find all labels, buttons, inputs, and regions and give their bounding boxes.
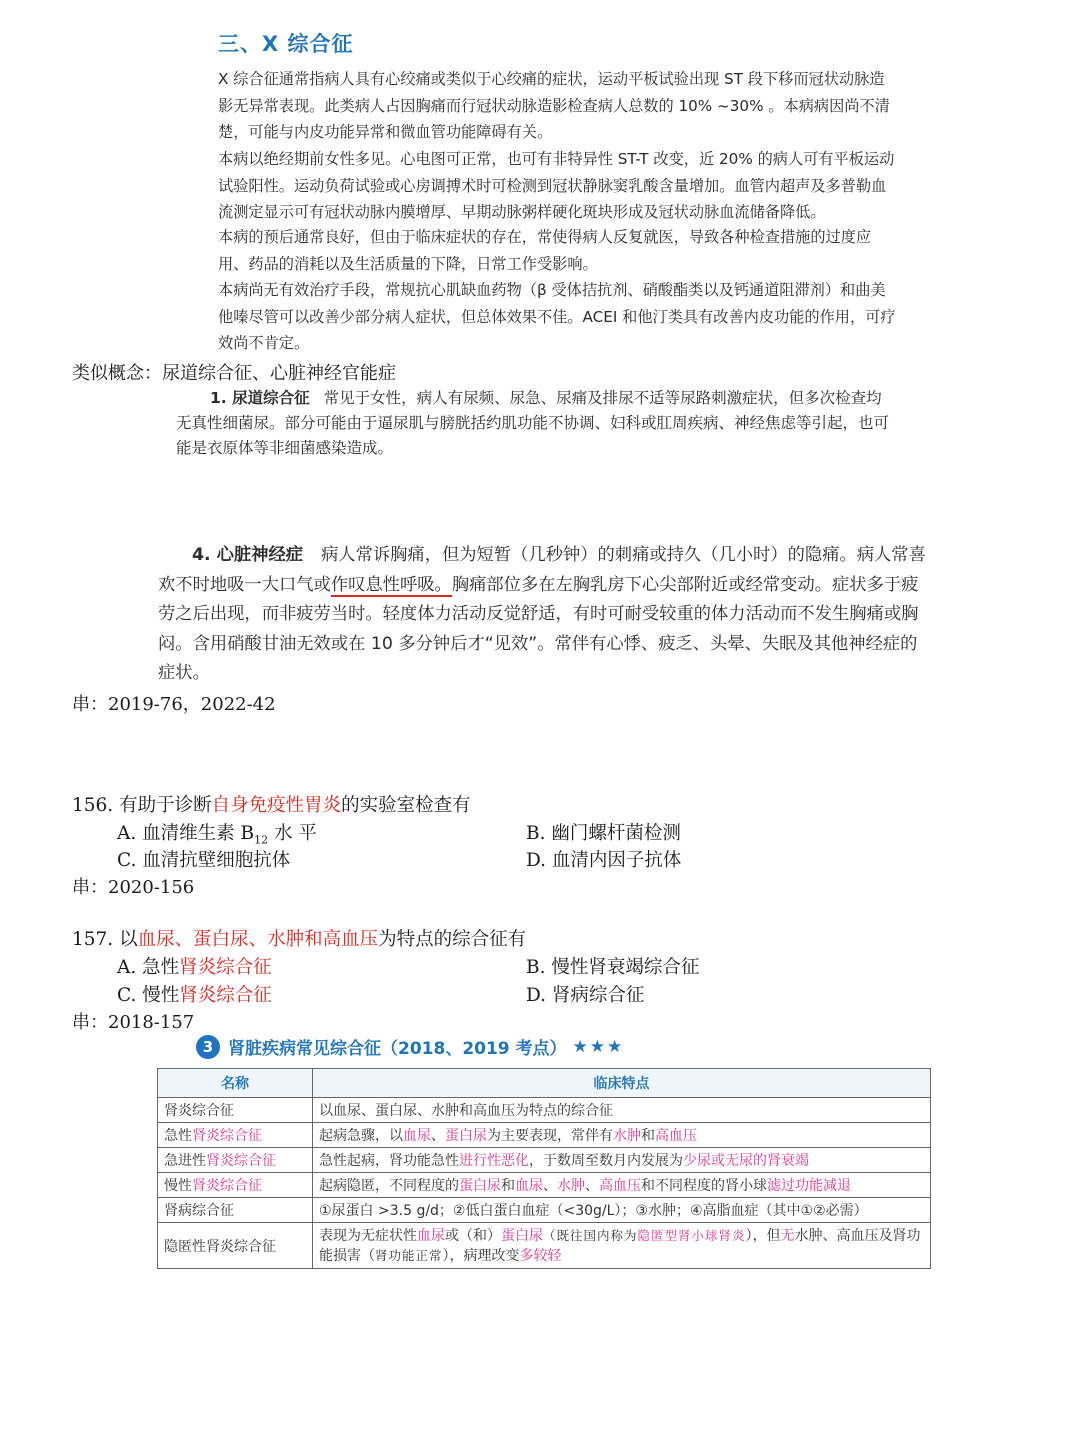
q156-option-a-pre: A. 血清维生素 B: [117, 823, 255, 844]
q156-reference: 串：2020-156: [72, 877, 195, 898]
q156-option-a-sub: 12: [254, 833, 269, 847]
seg: 无: [780, 1227, 795, 1244]
q156-suffix: 的实验室检查有: [341, 795, 471, 816]
x-syndrome-paragraph-2: [186, 146, 896, 226]
x-syndrome-paragraph-4: [186, 277, 896, 357]
q157-option-c-red: 肾炎综合征: [179, 985, 272, 1006]
section-title-x-syndrome: 三、X 综合征: [218, 32, 354, 56]
paragraph-text: 本病尚无有效治疗手段，常规抗心肌缺血药物（β 受体拮抗剂、硝酸酯类以及钙通道阻滞剂）和曲美他嗪尽管可以改善少部分病人症状，但总体效果不佳。ACEI 和他汀类具有改善内皮功能的作用，可疗效尚不肯定。: [218, 281, 896, 352]
seg: 蛋白尿: [459, 1178, 501, 1194]
row-name: 肾病综合征: [158, 1198, 313, 1223]
q157-prefix: 157. 以: [72, 929, 138, 950]
seg: 蛋白尿: [445, 1128, 487, 1144]
paragraph-text: 本病以绝经期前女性多见。心电图可正常，也可有非特异性 ST-T 改变，近 20% 的病人可有平板运动试验阳性。运动负荷试验或心房调搏术时可检测到冠状静脉窦乳酸含量增加。血管内超声及多普勒血流测定显示可有冠状动脉内膜增厚、早期动脉粥样硬化斑块形成及冠状动脉血流储备降低。: [218, 150, 895, 221]
row-name-highlight: 肾炎综合征: [192, 1178, 262, 1194]
x-syndrome-paragraph-3: [186, 224, 896, 277]
seg: 高血压: [599, 1178, 641, 1194]
q157-option-d[interactable]: D. 肾病综合征: [526, 985, 645, 1006]
seg: 急性起病，肾功能急性: [319, 1153, 459, 1169]
header-name: 名称: [158, 1069, 313, 1098]
row-name: [158, 1148, 313, 1173]
cardiac-neurosis-text-after: 胸痛部位多在左胸乳房下心尖部附近或经常变动。症状多于疲劳之后出现，而非疲劳当时。轻度体力活动反觉舒适，有时可耐受较重的体力活动而不发生胸痛或胸闷。含用硝酸甘油无效或在 10 多分钟后才“见效”。常伴有心悸、疲乏、头晕、失眠及其他神经症的症状。: [158, 574, 919, 683]
star-rating-icon: ★★★: [572, 1036, 625, 1057]
seg: 起病隐匿，不同程度的: [319, 1178, 459, 1194]
question-157-stem: [72, 925, 526, 951]
q157-highlight: 血尿、蛋白尿、水肿和高血压: [137, 929, 379, 950]
seg: ，于数周至数月内发展为: [529, 1153, 683, 1169]
table-row: [158, 1098, 931, 1123]
seg: ），病理改变: [442, 1247, 520, 1264]
seg: 高血压: [655, 1128, 697, 1144]
table-header-row: [158, 1069, 931, 1098]
seg: 、: [431, 1128, 445, 1144]
q157-option-c-pre: C. 慢性: [117, 985, 180, 1006]
reference-line-1: 串：2019-76，2022-42: [72, 694, 276, 715]
seg: 血尿: [403, 1128, 431, 1144]
seg: 和: [501, 1178, 515, 1194]
seg: 肾功能正常: [375, 1247, 443, 1263]
q157-reference: 串：2018-157: [72, 1012, 195, 1033]
q156-option-d[interactable]: D. 血清内因子抗体: [526, 850, 682, 871]
q156-option-c[interactable]: C. 血清抗壁细胞抗体: [117, 850, 291, 871]
cardiac-neurosis-underlined: 作叹息性呼吸。: [330, 574, 452, 595]
row-name: [158, 1173, 313, 1198]
row-name-pre: 急进性: [164, 1153, 206, 1169]
row-name-pre: 急性: [164, 1128, 192, 1144]
seg: 水肿: [613, 1128, 641, 1144]
urethral-syndrome-block: [176, 386, 896, 461]
seg: 蛋白尿: [501, 1227, 543, 1244]
seg: 进行性恶化: [459, 1153, 529, 1169]
kidney-table-title: 肾脏疾病常见综合征（2018、2019 考点）: [228, 1039, 567, 1059]
row-name-highlight: 肾炎综合征: [192, 1128, 262, 1144]
q156-option-a[interactable]: [117, 819, 317, 847]
seg: ），但: [745, 1227, 781, 1244]
table-row: [158, 1223, 931, 1269]
seg: 、: [585, 1178, 599, 1194]
seg: 少尿或无尿的肾衰竭: [683, 1153, 809, 1169]
row-features: ①尿蛋白 >3.5 g/d；②低白蛋白血症（<30g/L）；③水肿；④高脂血症（其中①②必需）: [313, 1198, 931, 1223]
q157-suffix: 为特点的综合征有: [378, 929, 527, 950]
paragraph-text: 本病的预后通常良好，但由于临床症状的存在，常使得病人反复就医，导致各种检查措施的过度应用、药品的消耗以及生活质量的下降，日常工作受影响。: [218, 228, 872, 273]
seg: 或（和）: [445, 1227, 501, 1244]
q157-option-a-red: 肾炎综合征: [179, 957, 272, 978]
table-row: [158, 1148, 931, 1173]
q157-option-b[interactable]: B. 慢性肾衰竭综合征: [526, 957, 700, 978]
urethral-syndrome-term: 1. 尿道综合征: [210, 389, 310, 407]
seg: 水肿、高血压及肾功能损害（: [319, 1227, 921, 1264]
q157-option-c[interactable]: [117, 981, 272, 1007]
row-features: [313, 1148, 931, 1173]
row-name: 隐匿性肾炎综合征: [158, 1223, 313, 1269]
seg: （既往国内称为: [543, 1227, 638, 1243]
q156-option-a-post: 水 平: [268, 823, 317, 844]
table-row: [158, 1123, 931, 1148]
paragraph-text: X 综合征通常指病人具有心绞痛或类似于心绞痛的症状，运动平板试验出现 ST 段下移而冠状动脉造影无异常表现。此类病人占因胸痛而行冠状动脉造影检查病人总数的 10% ~30% 。本病病因尚不清楚，可能与内皮功能异常和微血管功能障碍有关。: [218, 70, 890, 141]
q157-option-a[interactable]: [117, 953, 272, 979]
similar-concepts-line: 类似概念：尿道综合征、心脏神经官能症: [72, 363, 396, 384]
row-features: [313, 1123, 931, 1148]
seg: 、: [543, 1178, 557, 1194]
row-name-pre: 慢性: [164, 1178, 192, 1194]
cardiac-neurosis-text-before: 病人常诉胸痛，但为短暂（几秒钟）的刺痛或持久（几小时）的隐痛。病人常喜欢不时地吸一大口气或: [158, 545, 926, 595]
kidney-table-heading: [196, 1034, 624, 1059]
row-features: [313, 1223, 931, 1269]
table-row: [158, 1173, 931, 1198]
cardiac-neurosis-block: [158, 541, 933, 689]
q156-highlight: 自身免疫性胃炎: [211, 795, 342, 816]
row-name-highlight: 肾炎综合征: [206, 1153, 276, 1169]
table-row: [158, 1198, 931, 1223]
seg: 滤过功能减退: [767, 1178, 851, 1194]
header-features: 临床特点: [313, 1069, 931, 1098]
row-features: 以血尿、蛋白尿、水肿和高血压为特点的综合征: [313, 1098, 931, 1123]
question-156-stem: [72, 791, 471, 817]
x-syndrome-paragraph-1: [186, 66, 896, 146]
q157-option-a-pre: A. 急性: [117, 957, 180, 978]
seg: 和不同程度的肾小球: [641, 1178, 767, 1194]
cardiac-neurosis-term: 4. 心脏神经症: [192, 545, 304, 565]
q156-prefix: 156. 有助于诊断: [72, 795, 212, 816]
row-name: [158, 1123, 313, 1148]
seg: 血尿: [417, 1227, 445, 1244]
row-name: 肾炎综合征: [158, 1098, 313, 1123]
seg: 和: [641, 1128, 655, 1144]
q156-option-b[interactable]: B. 幽门螺杆菌检测: [526, 823, 681, 844]
kidney-syndrome-table: [157, 1068, 931, 1269]
row-features: [313, 1173, 931, 1198]
seg: 隐匿型肾小球肾炎: [637, 1227, 746, 1243]
seg: 为主要表现，常伴有: [487, 1128, 613, 1144]
seg: 水肿: [557, 1178, 585, 1194]
seg: 表现为无症状性: [319, 1227, 417, 1244]
seg: 多较轻: [519, 1247, 562, 1264]
table-number-badge: 3: [196, 1035, 220, 1059]
seg: 起病急骤，以: [319, 1128, 403, 1144]
seg: 血尿: [515, 1178, 543, 1194]
urethral-syndrome-text: 常见于女性，病人有尿频、尿急、尿痛及排尿不适等尿路刺激症状，但多次检查均无真性细菌尿。部分可能由于逼尿肌与膀胱括约肌功能不协调、妇科或肛周疾病、神经焦虑等引起，也可能是衣原体等非细菌感染造成。: [176, 389, 890, 457]
